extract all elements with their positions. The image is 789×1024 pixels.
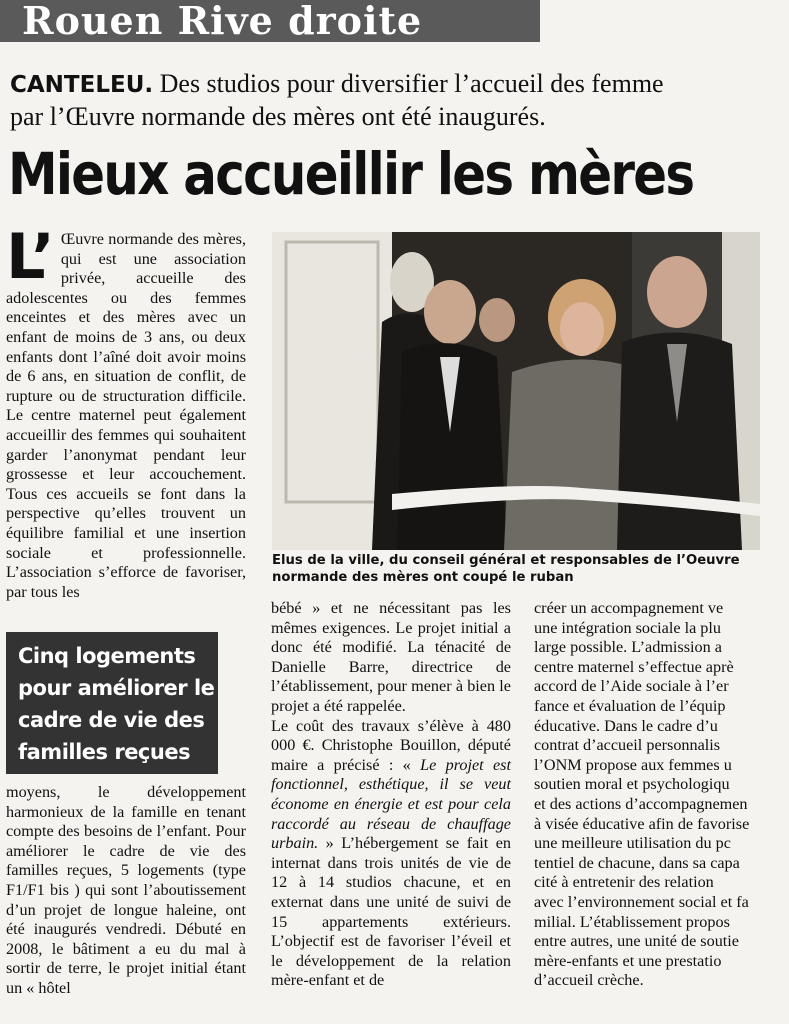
- article-column-1-continued: moyens, le développement harmonieux de la famille en tenant compte des besoins de l’enfant. Pour améliorer le cadre de vie des familles reçues, 5 logements (type F1/F1 bis ) qui sont l’aboutissement d’un projet de longue haleine, ont été inaugurés vendredi. Débuté en 2008, le bâtiment a eu du mal à sortir de terre, le projet initial étant un « hôtel: [6, 783, 246, 997]
- col3-line: à visée éducative afin de favorise: [534, 814, 750, 833]
- intertitle: Cinq logements pour améliorer le cadre de vie des familles reçues: [18, 644, 215, 764]
- col3-line: une meilleure utilisation du pc: [534, 834, 731, 853]
- dropcap: L’: [6, 220, 55, 293]
- article-column-1: [6, 220, 246, 602]
- article-column-3: [534, 599, 766, 991]
- photo-caption: Elus de la ville, du conseil général et responsables de l’Oeuvre normande des mères ont coupé le ruban: [272, 553, 740, 585]
- col3-line: mère-enfants et une prestatio: [534, 951, 722, 970]
- col3-line: tentiel de chacune, dans sa capa: [534, 853, 740, 872]
- col3-line: centre maternel s’effectue aprè: [534, 657, 734, 676]
- kicker-line1: Des studios pour diversifier l’accueil des femme: [159, 69, 664, 98]
- col3-line: l’ONM propose aux femmes u: [534, 755, 732, 774]
- col2-paragraph-1: bébé » et ne nécessitant pas les mêmes exigences. Le projet initial a donc été modifié. La ténacité de Danielle Barre, directrice de l’établissement, pour mener à bien le projet a été rappelée.: [271, 599, 511, 715]
- col3-line: milial. L’établissement propos: [534, 912, 730, 931]
- section-title: Rouen Rive droite: [22, 0, 423, 43]
- intertitle-box: [6, 632, 218, 774]
- section-rubric: [0, 0, 540, 42]
- col3-line: entre autres, une unité de soutie: [534, 932, 739, 951]
- col3-line: soutien moral et psychologiqu: [534, 775, 730, 794]
- col3-line: contrat d’accueil personnalis: [534, 736, 721, 755]
- col3-line: éducative. Dans le cadre d’u: [534, 716, 718, 735]
- col3-line: accord de l’Aide sociale à l’er: [534, 677, 729, 696]
- col3-line: cité à entretenir des relation: [534, 873, 714, 892]
- article-headline: Mieux accueillir les mères: [8, 140, 694, 208]
- article-kicker: [10, 68, 770, 133]
- col3-line: d’accueil crèche.: [534, 971, 644, 990]
- col1-text: Œuvre normande des mères, qui est une association privée, accueille des adolescentes ou des femmes enceintes et des mères avec un enfant de moins de 3 ans, ou deux enfants dont l’aîné doit avoir moins de 6 ans, en situation de conflit, de rupture ou de structuration difficile. Le centre maternel peut également accueillir des femmes qui souhaitent garder l’anonymat pendant leur grossesse et leur accouchement. Tous ces accueils se font dans la perspective qu’elles trouvent un équilibre familial et une insertion sociale et professionnelle. L’association s’efforce de favoriser, par tous les: [6, 230, 246, 601]
- col2-paragraph-2-start: Le coût des travaux s’élève à 480 000 €. Christophe Bouillon, député maire a précisé : «: [271, 716, 511, 774]
- col3-line: large possible. L’admission a: [534, 638, 722, 657]
- kicker-location: CANTELEU.: [10, 72, 154, 98]
- col3-line: fance et évaluation de l’équip: [534, 696, 726, 715]
- article-photo: [272, 232, 760, 550]
- col2-paragraph-2-end: » L’hébergement se fait en internat dans trois unités de vie de 12 à 14 studios chacune, et en externat dans une unité de suivi de 15 appartements extérieurs. L’objectif est de favoriser l’éveil et le développement de la relation mère-enfant et de: [271, 834, 511, 990]
- col3-line: et des actions d’accompagnemen: [534, 794, 748, 813]
- col3-line: une intégration sociale la plu: [534, 618, 721, 637]
- col3-line: avec l’environnement social et fa: [534, 892, 749, 911]
- ribbon-cutting-photo: [272, 232, 760, 550]
- article-column-2: [271, 599, 511, 991]
- col3-line: créer un accompagnement ve: [534, 599, 724, 617]
- col2-quote: Le projet est fonctionnel, esthétique, il se veut économe en énergie et est pour cela raccordé au réseau de chauffage urbain.: [271, 755, 511, 853]
- kicker-line2: par l’Œuvre normande des mères ont été inaugurés.: [10, 102, 546, 131]
